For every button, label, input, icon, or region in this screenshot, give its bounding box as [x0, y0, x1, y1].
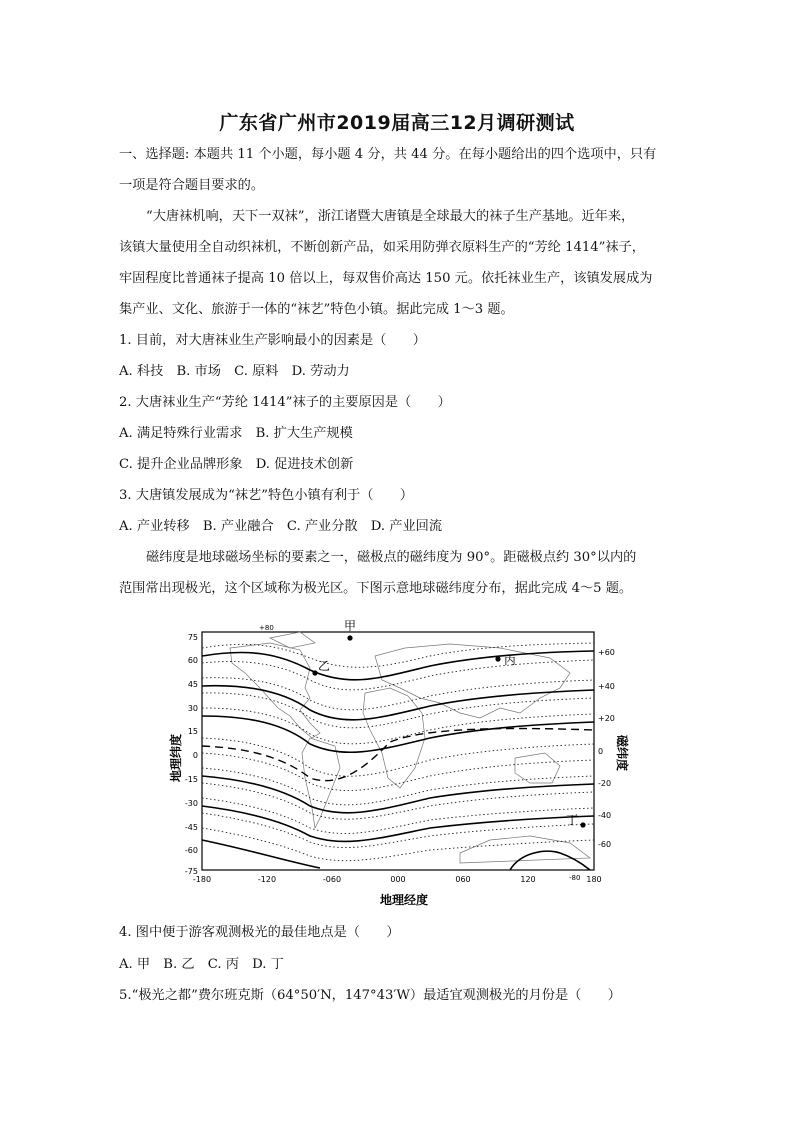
bottom-axis-ticks — [193, 875, 602, 884]
passage1-line4: 集产业、文化、旅游于一体的“袜艺”特色小镇。据此完成 1～3 题。 — [119, 302, 514, 317]
question-1-stem: 1. 目前，对大唐袜业生产影响最小的因素是（ ） — [119, 333, 426, 348]
left-tick: 45 — [187, 680, 198, 689]
left-tick: -15 — [184, 775, 198, 784]
left-tick: 0 — [192, 751, 198, 760]
question-1-options: A. 科技 B. 市场 C. 原料 D. 劳动力 — [119, 364, 350, 379]
right-tick: 0 — [598, 747, 604, 756]
left-tick: -75 — [184, 867, 198, 876]
right-tick: +40 — [598, 682, 615, 691]
inner-label-top: +80 — [259, 624, 274, 632]
bottom-tick: 120 — [520, 875, 536, 884]
passage1-line3: 牢固程度比普通袜子提高 10 倍以上，每双售价高达 150 元。依托袜业生产，该镇发展成为 — [119, 271, 653, 286]
right-tick: +60 — [598, 648, 615, 657]
left-tick: 60 — [187, 656, 198, 665]
question-5-stem: 5.“极光之都”费尔班克斯（64°50′N，147°43′W）最适宜观测极光的月份是（ ） — [119, 988, 621, 1003]
passage2-line1: 磁纬度是地球磁场坐标的要素之一，磁极点的磁纬度为 90°。距磁极点约 30°以内的 — [146, 550, 637, 565]
point-yi-marker — [312, 670, 317, 675]
passage1-line1: “大唐袜机响，天下一双袜”，浙江诸暨大唐镇是全球最大的袜子生产基地。近年来， — [146, 209, 635, 224]
left-tick: 75 — [187, 633, 198, 642]
right-tick: -40 — [598, 811, 612, 820]
left-tick: -30 — [184, 799, 198, 808]
question-4-options: A. 甲 B. 乙 C. 丙 D. 丁 — [119, 957, 284, 972]
bottom-tick: 000 — [390, 875, 406, 884]
section-instructions-line1: 一、选择题: 本题共 11 个小题，每小题 4 分，共 44 分。在每小题给出的四个选项中，只有 — [119, 147, 657, 162]
right-tick: -20 — [598, 779, 612, 788]
left-tick: -60 — [184, 846, 198, 855]
bottom-tick: 060 — [455, 875, 471, 884]
right-tick: -60 — [598, 840, 612, 849]
point-yi-label: 乙 — [318, 659, 331, 673]
bottom-tick: 180 — [586, 875, 602, 884]
point-ding-marker — [580, 822, 585, 827]
point-bing-label: 丙 — [504, 653, 517, 667]
question-2-options-a-b: A. 满足特殊行业需求 B. 扩大生产规模 — [119, 426, 353, 441]
left-axis-label: 地理纬度 — [169, 733, 183, 783]
left-tick: 15 — [187, 727, 198, 736]
magnetic-latitude-map — [160, 618, 629, 918]
left-tick: -45 — [184, 823, 198, 832]
passage1-line2: 该镇大量使用全自动织袜机，不断创新产品，如采用防弹衣原料生产的“芳纶 1414”袜子， — [119, 240, 645, 255]
left-axis-ticks — [185, 633, 198, 876]
passage2-line2: 范围常出现极光，这个区域称为极光区。下图示意地球磁纬度分布，据此完成 4～5 题。 — [119, 581, 633, 596]
question-4-stem: 4. 图中便于游客观测极光的最佳地点是（ ） — [119, 925, 400, 940]
right-tick: +20 — [598, 714, 615, 723]
inner-label-bottom: -80 — [569, 874, 581, 882]
left-tick: 30 — [187, 704, 198, 713]
bottom-tick: -060 — [322, 875, 342, 884]
map-svg — [160, 618, 629, 918]
point-jia-marker — [347, 635, 352, 640]
right-axis-label: 磁纬度 — [615, 734, 629, 772]
point-ding-label: 丁 — [566, 813, 579, 827]
bottom-tick: -180 — [192, 875, 212, 884]
point-bing-marker — [495, 656, 500, 661]
question-3-options: A. 产业转移 B. 产业融合 C. 产业分散 D. 产业回流 — [119, 519, 443, 534]
section-instructions-line2: 一项是符合题目要求的。 — [119, 178, 265, 193]
bottom-axis-label: 地理经度 — [379, 893, 429, 907]
bottom-tick: -120 — [257, 875, 277, 884]
question-2-options-c-d: C. 提升企业品牌形象 D. 促进技术创新 — [119, 457, 354, 472]
page-title: 广东省广州市2019届高三12月调研测试 — [219, 112, 575, 134]
right-axis-ticks — [598, 648, 615, 849]
question-2-stem: 2. 大唐袜业生产“芳纶 1414”袜子的主要原因是（ ） — [119, 395, 451, 410]
point-jia-label: 甲 — [344, 619, 357, 633]
question-3-stem: 3. 大唐镇发展成为“袜艺”特色小镇有利于（ ） — [119, 488, 414, 503]
